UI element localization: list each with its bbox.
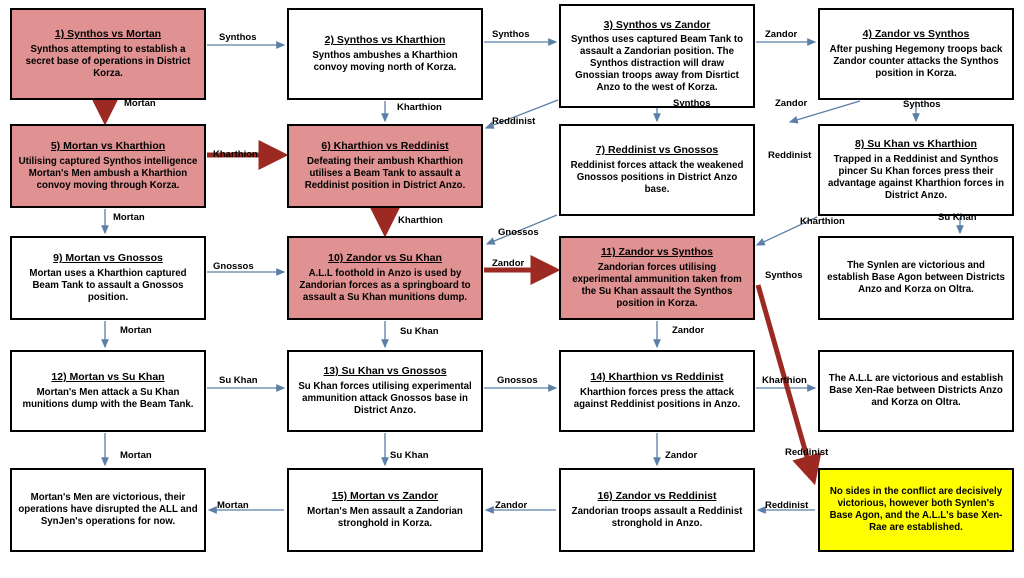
- flow-node-body: Synthos ambushes a Kharthion convoy moving north of Korza.: [312, 50, 458, 73]
- flow-node-n18[interactable]: [287, 468, 483, 552]
- edge-label: Mortan: [217, 500, 249, 511]
- flow-node-title: 16) Zandor vs Reddinist: [597, 490, 717, 503]
- edge-label: Zandor: [672, 325, 705, 336]
- edge-label: Kharthion: [398, 215, 443, 226]
- flow-node-title: 15) Mortan vs Zandor: [331, 490, 439, 503]
- edge-label: Su Khan: [938, 212, 977, 223]
- flow-node-n16[interactable]: [818, 350, 1014, 432]
- edge-label: Synthos: [492, 29, 530, 40]
- flow-node-title: 9) Mortan vs Gnossos: [53, 252, 163, 265]
- flow-node-title: 13) Su Khan vs Gnossos: [323, 365, 447, 378]
- edge-label: Kharthion: [800, 216, 845, 227]
- flow-node-body: Defeating their ambush Kharthion utilises a Beam Tank to assault a Reddinist position in District Anzo.: [304, 156, 466, 191]
- flow-node-n19[interactable]: [559, 468, 755, 552]
- flow-node-title: 14) Kharthion vs Reddinist: [590, 371, 724, 384]
- flow-node-body: Mortan uses a Kharthion captured Beam Tank to assault a Gnossos position.: [29, 268, 187, 303]
- edge-label: Reddinist: [765, 500, 809, 511]
- edge-label: Synthos: [903, 99, 941, 110]
- edge-label: Reddinist: [768, 150, 812, 161]
- flow-node-n9[interactable]: [10, 236, 206, 320]
- flow-node-n17[interactable]: [10, 468, 206, 552]
- edge-label: Zandor: [665, 450, 698, 461]
- edge-label: Su Khan: [219, 375, 258, 386]
- edge-label: Zandor: [495, 500, 528, 511]
- flow-node-body: The A.L.L are victorious and establish Base Xen-Rae between Districts Anzo and Korza on Oltra.: [828, 373, 1004, 408]
- flow-node-body: Synthos uses captured Beam Tank to assault a Zandorian position. The Synthos distraction will draw Gnossian troops away from Disrtict Anzo to the west of Korza.: [570, 34, 744, 93]
- edge-label: Gnossos: [213, 261, 254, 272]
- edge-label: Mortan: [120, 450, 152, 461]
- flow-node-title: 3) Synthos vs Zandor: [603, 18, 711, 31]
- flow-node-title: 11) Zandor vs Synthos: [600, 246, 714, 259]
- edge-label: Zandor: [775, 98, 808, 109]
- flow-node-title: 10) Zandor vs Su Khan: [328, 252, 442, 265]
- flow-node-n11[interactable]: [559, 236, 755, 320]
- edge-label: Mortan: [113, 212, 145, 223]
- flow-node-n12[interactable]: [818, 236, 1014, 320]
- flow-node-title: 1) Synthos vs Mortan: [54, 28, 162, 41]
- flow-node-body: The Synlen are victorious and establish Base Agon between Districts Anzo and Korza on Oltra.: [827, 260, 1005, 295]
- flow-node-title: 2) Synthos vs Kharthion: [324, 34, 446, 47]
- edge-label: Su Khan: [390, 450, 429, 461]
- edge-label: Mortan: [124, 98, 156, 109]
- flow-node-title: 8) Su Khan vs Kharthion: [855, 138, 977, 151]
- flow-node-n2[interactable]: [287, 8, 483, 100]
- flow-node-body: Mortan's Men assault a Zandorian stronghold in Korza.: [307, 506, 463, 529]
- flow-node-title: 6) Kharthion vs Reddinist: [321, 140, 449, 153]
- flow-node-n10[interactable]: [287, 236, 483, 320]
- flow-node-body: Synthos attempting to establish a secret base of operations in District Korza.: [25, 44, 191, 79]
- flow-node-n8[interactable]: [818, 124, 1014, 216]
- edge-label: Kharthion: [397, 102, 442, 113]
- flow-node-n20[interactable]: [818, 468, 1014, 552]
- edge-label: Su Khan: [400, 326, 439, 337]
- edge-label: Zandor: [765, 29, 798, 40]
- flow-node-body: Zandorian troops assault a Reddinist stronghold in Anzo.: [571, 506, 743, 529]
- flow-node-body: Trapped in a Reddinist and Synthos pincer Su Khan forces press their advantage against Kharthion forces in District Anzo.: [827, 154, 1005, 201]
- flow-node-body: Utilising captured Synthos intelligence Mortan's Men ambush a Kharthion convoy moving through Korza.: [18, 156, 198, 191]
- flow-node-title: 5) Mortan vs Kharthion: [50, 140, 166, 153]
- flow-node-body: Mortan's Men are victorious, their operations have disrupted the ALL and SynJen's operations for now.: [18, 492, 198, 527]
- flow-node-n14[interactable]: [287, 350, 483, 432]
- edge-label: Gnossos: [498, 227, 539, 238]
- edge-label: Kharthion: [213, 149, 258, 160]
- flow-node-title: 4) Zandor vs Synthos: [862, 28, 970, 41]
- edge-label: Reddinist: [492, 116, 536, 127]
- flow-node-n3[interactable]: [559, 4, 755, 108]
- flow-node-body: A.L.L foothold in Anzo is used by Zandorian forces as a springboard to assault a Su Khan munitions dump.: [299, 268, 471, 303]
- flow-node-body: Su Khan forces utilising experimental ammunition attack Gnossos base in District Anzo.: [298, 381, 472, 416]
- flow-node-title: 7) Reddinist vs Gnossos: [595, 144, 719, 157]
- flow-node-title: 12) Mortan vs Su Khan: [51, 371, 165, 384]
- flow-node-body: After pushing Hegemony troops back Zandor counter attacks the Synthos position in Korza.: [829, 44, 1003, 79]
- edge-label: Gnossos: [497, 375, 538, 386]
- edge-label: Synthos: [673, 98, 711, 109]
- flow-node-n7[interactable]: [559, 124, 755, 216]
- flow-node-body: Reddinist forces attack the weakened Gnossos positions in District Anzo base.: [570, 160, 744, 195]
- flow-node-n6[interactable]: [287, 124, 483, 208]
- edge-label: Mortan: [120, 325, 152, 336]
- flow-node-body: Zandorian forces utilising experimental ammunition taken from the Su Khan assault the Synthos position in Korza.: [572, 262, 742, 309]
- flow-node-n4[interactable]: [818, 8, 1014, 100]
- flow-node-n1[interactable]: [10, 8, 206, 100]
- edge-label: Kharthion: [762, 375, 807, 386]
- flow-node-body: Kharthion forces press the attack against Reddinist positions in Anzo.: [573, 387, 741, 410]
- flow-node-n13[interactable]: [10, 350, 206, 432]
- edge-label: Synthos: [219, 32, 257, 43]
- edge-label: Synthos: [765, 270, 803, 281]
- edge-label: Reddinist: [785, 447, 829, 458]
- flow-node-n5[interactable]: [10, 124, 206, 208]
- flow-node-body: Mortan's Men attack a Su Khan munitions dump with the Beam Tank.: [22, 387, 194, 410]
- edge-label: Zandor: [492, 258, 525, 269]
- flow-node-body: No sides in the conflict are decisively victorious, however both Synlen's Base Agon, and the A.L.L's base Xen-Rae are established.: [829, 486, 1003, 533]
- flow-node-n15[interactable]: [559, 350, 755, 432]
